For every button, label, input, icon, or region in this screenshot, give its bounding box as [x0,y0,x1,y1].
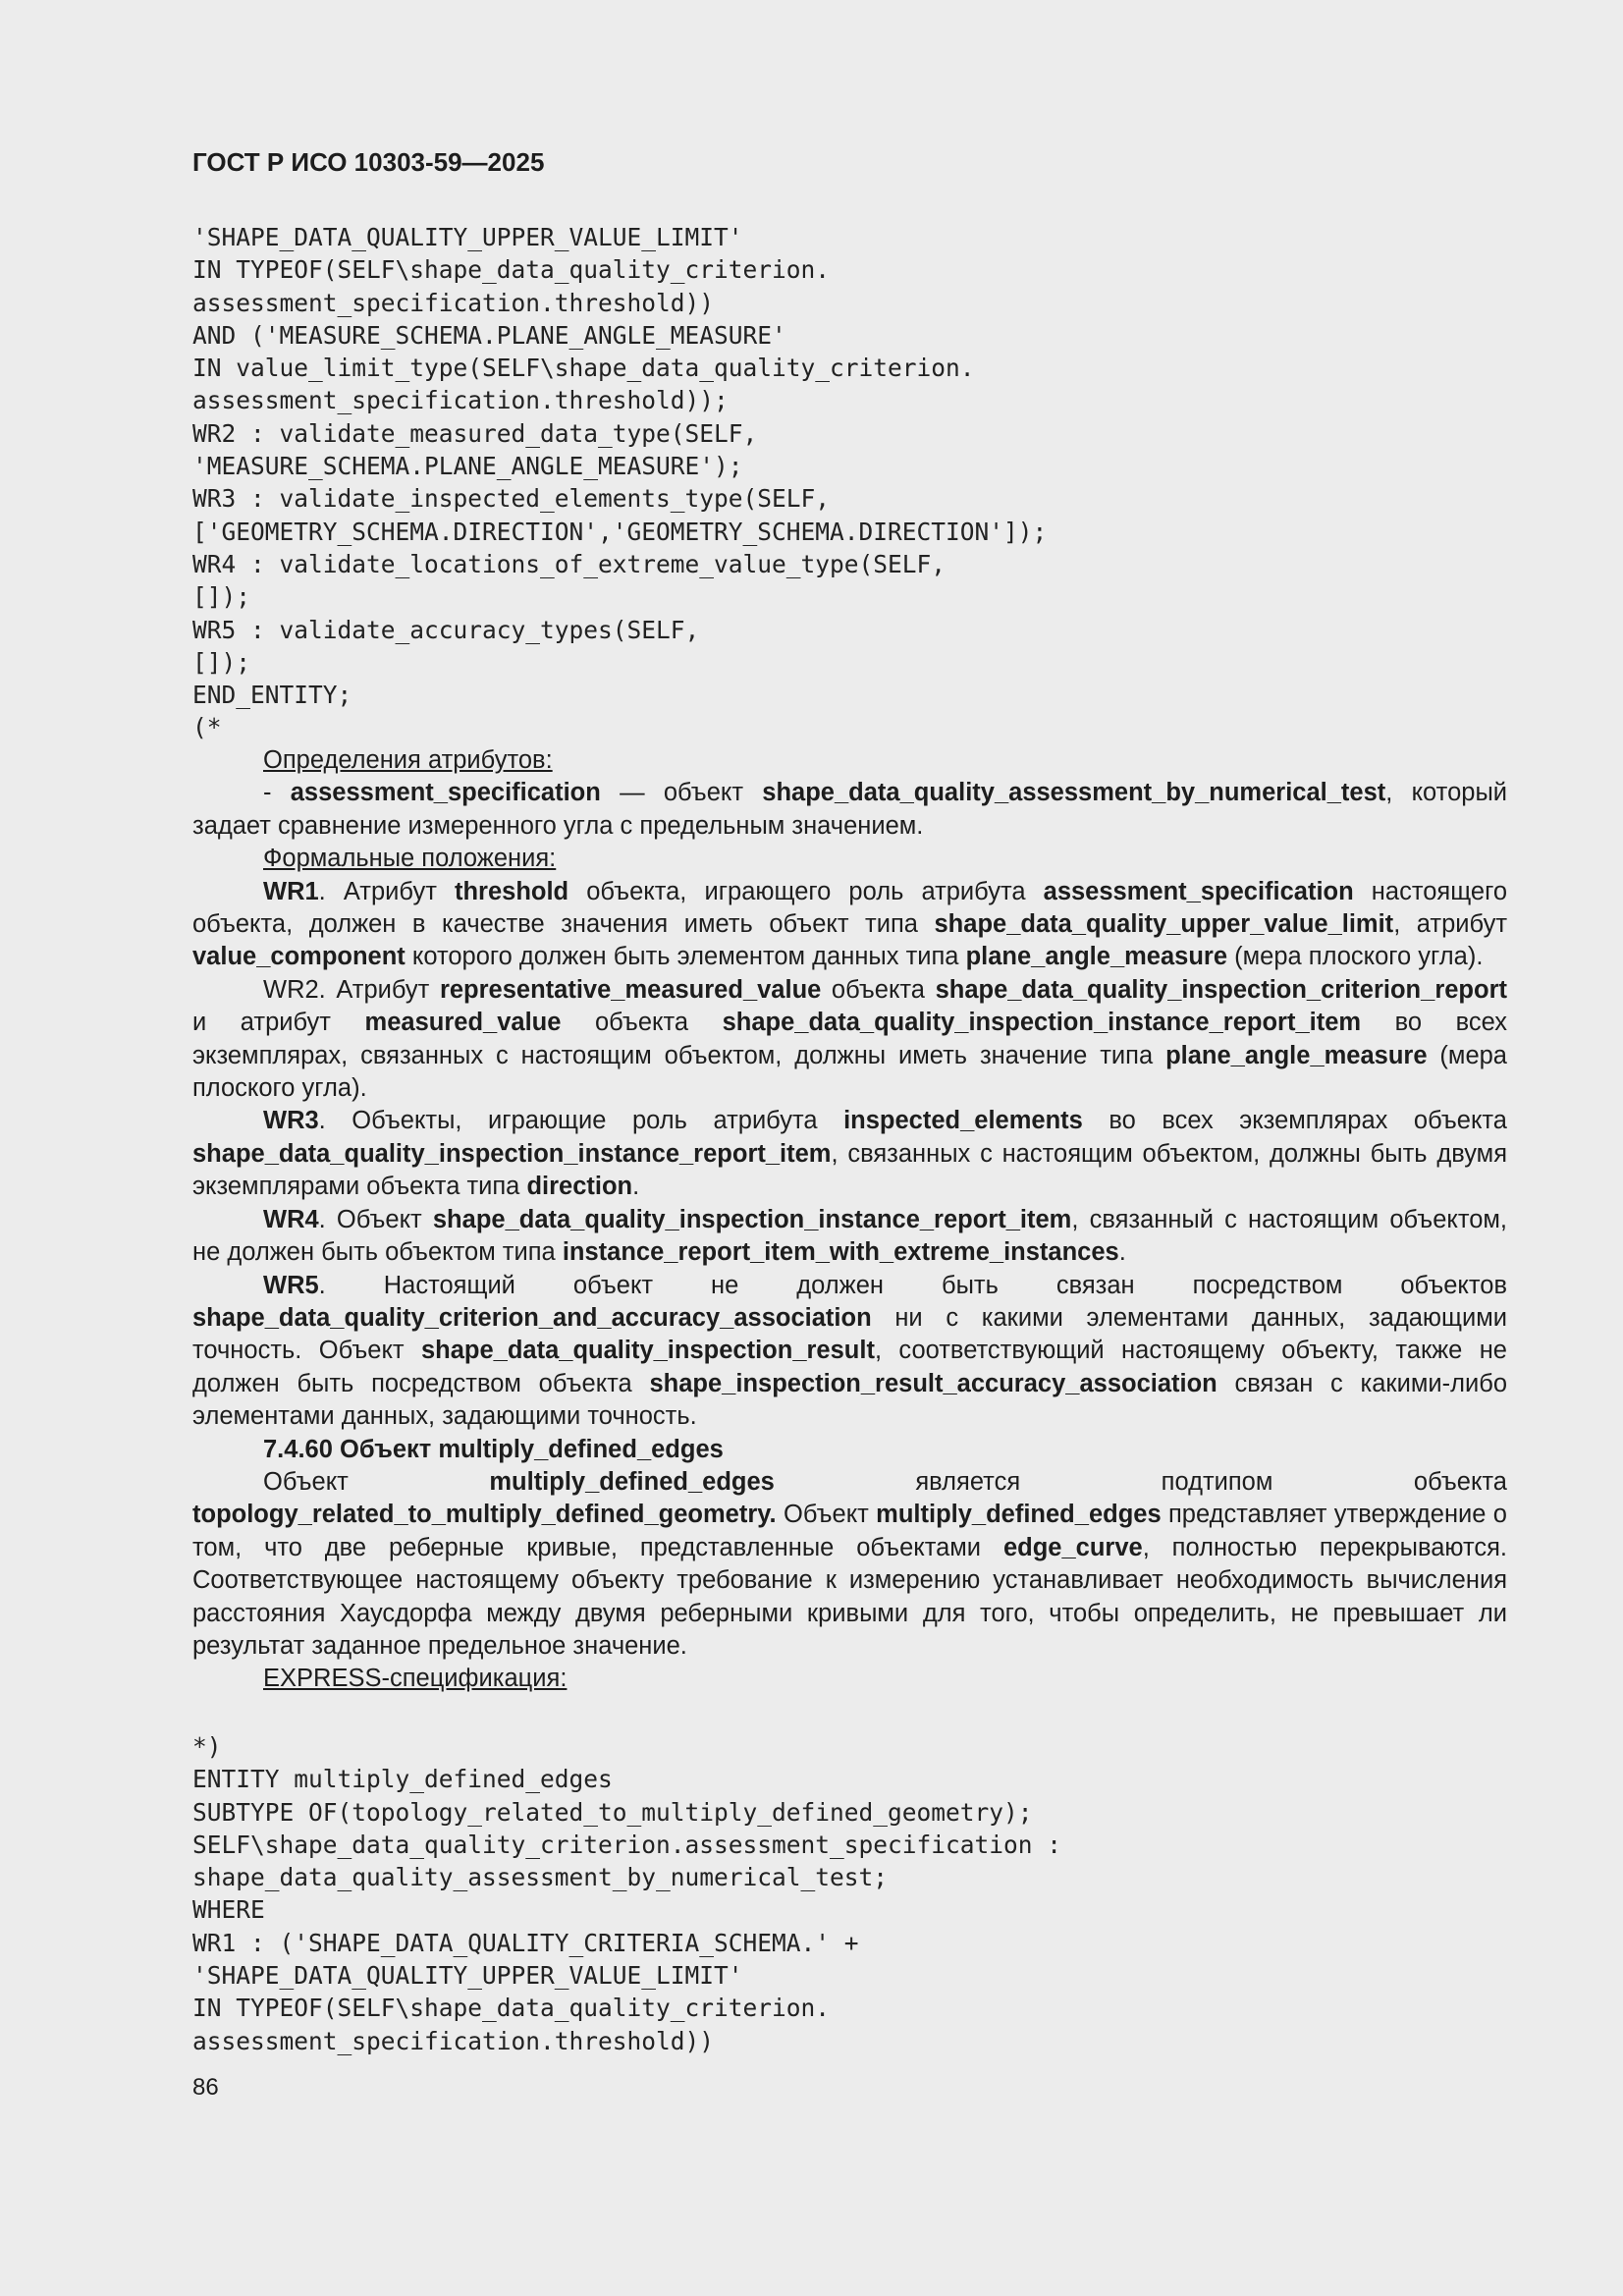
formal-heading: Формальные положения: [263,845,557,873]
code-line: WHERE [192,1895,265,1925]
wr1-paragraph: WR1. Атрибут threshold объекта, играющего роль атрибута assessment_specification настоящего объекта, должен в качестве значения иметь объект типа shape_data_quality_upper_value_limit, атрибут value_component которого должен быть элементом данных типа plane_angle_measure (мера плоского угла). [192,877,1508,971]
code-line: assessment_specification.threshold)) [192,2026,715,2055]
wr4-paragraph: WR4. Объект shape_data_quality_inspection_instance_report_item, связанный с настоящим объектом, не должен быть объектом типа instance_report_item_with_extreme_instances. [192,1205,1508,1267]
code-line: WR2 : validate_measured_data_type(SELF, [192,418,758,448]
code-line: 'SHAPE_DATA_QUALITY_UPPER_VALUE_LIMIT' [192,1961,743,1991]
code-line: assessment_specification.threshold)); [192,386,729,415]
page-number: 86 [192,2074,219,2101]
code-line: SELF\shape_data_quality_criterion.assessment_specification : [192,1830,1062,1859]
code-line: WR3 : validate_inspected_elements_type(SELF, [192,484,831,514]
prose-block [192,744,1507,1696]
code-line: END_ENTITY; [192,681,352,710]
document-header: ГОСТ Р ИСО 10303-59—2025 [192,147,545,177]
code-line: 'SHAPE_DATA_QUALITY_UPPER_VALUE_LIMIT' [192,223,743,251]
code-line: WR1 : ('SHAPE_DATA_QUALITY_CRITERIA_SCHEMA.' + [192,1928,859,1957]
express-code-block-bottom [192,1730,1061,2057]
code-line: ENTITY multiply_defined_edges [192,1765,613,1794]
express-code-block-top [192,221,1047,744]
code-line: AND ('MEASURE_SCHEMA.PLANE_ANGLE_MEASURE' [192,320,786,350]
code-line: 'MEASURE_SCHEMA.PLANE_ANGLE_MEASURE'); [192,452,743,481]
code-line: []); [192,647,251,677]
wr5-paragraph: WR5. Настоящий объект не должен быть связан посредством объектов shape_data_quality_criterion_and_accuracy_association ни с какими элементами данных, задающими точность. Объект shape_data_quality_inspection_result, соответствующий настоящему объекту, также не должен быть посредством объекта shape_inspection_result_accuracy_association связан с какими-либо элементами данных, задающими точность. [192,1271,1507,1431]
wr3-paragraph: WR3. Объекты, играющие роль атрибута inspected_elements во всех экземплярах объекта shape_data_quality_inspection_instance_report_item, связанных с настоящим объектом, должны быть двумя экземплярами объекта типа direction. [192,1107,1507,1201]
express-heading: EXPRESS-спецификация: [263,1665,568,1693]
code-line: ['GEOMETRY_SCHEMA.DIRECTION','GEOMETRY_SCHEMA.DIRECTION']); [192,517,1048,546]
attr-item-paragraph: - assessment_specification — объект shape_data_quality_assessment_by_numerical_test, который задает сравнение измеренного угла с предельным значением. [192,779,1508,840]
code-line: WR5 : validate_accuracy_types(SELF, [192,615,700,644]
code-line: *) [192,1732,222,1761]
code-line: []); [192,582,251,612]
code-line: SUBTYPE OF(topology_related_to_multiply_defined_geometry); [192,1797,1033,1827]
code-line: assessment_specification.threshold)) [192,288,715,317]
code-line: (* [192,713,222,742]
code-line: IN TYPEOF(SELF\shape_data_quality_criterion. [192,1994,831,2023]
code-line: IN value_limit_type(SELF\shape_data_quality_criterion. [192,354,975,383]
code-line: IN TYPEOF(SELF\shape_data_quality_criterion. [192,255,831,285]
wr2-paragraph: WR2. Атрибут representative_measured_value объекта shape_data_quality_inspection_criterion_report и атрибут measured_value объекта shape_data_quality_inspection_instance_report_item во всех экземплярах, связанных с настоящим объектом, должны иметь значение типа plane_angle_measure (мера плоского угла). [192,975,1507,1103]
code-line: shape_data_quality_assessment_by_numerical_test; [192,1863,889,1892]
section-body-paragraph: Объект multiply_defined_edges является подтипом объекта topology_related_to_multiply_defined_geometry. Объект multiply_defined_edges представляет утверждение о том, что две реберные кривые, представленные объектами edge_curve, полностью перекрываются. Соответствующее настоящему объекту требование к измерению устанавливает необходимость вычисления расстояния Хаусдорфа между двумя реберными кривыми для того, чтобы определить, не превышает ли результат заданное предельное значение. [192,1467,1507,1660]
code-line: WR4 : validate_locations_of_extreme_value_type(SELF, [192,549,947,578]
section-title: 7.4.60 Объект multiply_defined_edges [263,1435,724,1463]
attr-defs-heading: Определения атрибутов: [263,746,553,774]
